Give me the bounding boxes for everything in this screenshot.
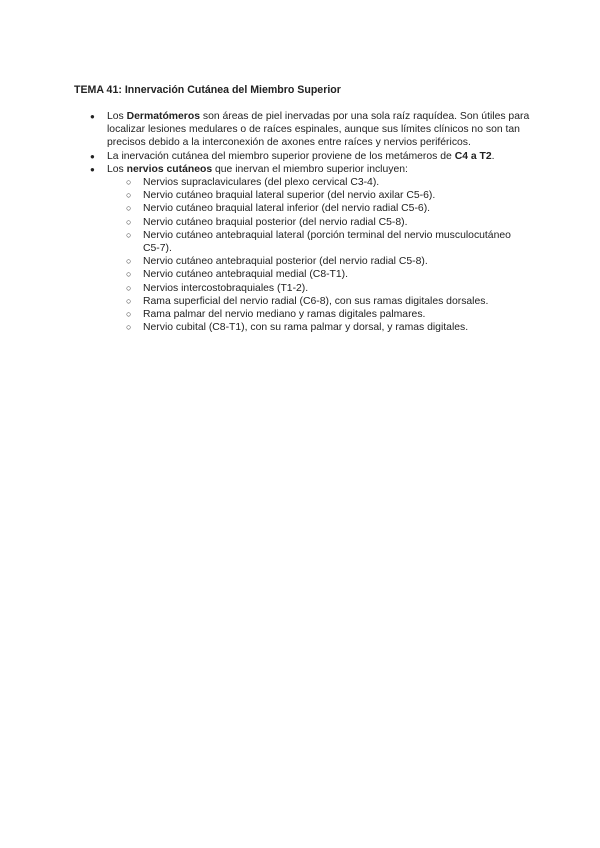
sub-list-item [107,255,530,268]
list-item-text: . [491,150,495,162]
bullet-circle-icon: ○ [126,256,132,267]
sub-list-item-text: Nervio cubital (C8-T1), con su rama palmar y dorsal, y ramas digitales. [143,322,469,334]
sub-list-item [107,295,530,308]
bullet-circle-icon: ○ [126,309,132,320]
sub-list-item [107,216,530,229]
list-item-text: son áreas de piel inervadas por una sola raíz raquídea. Son útiles para localizar lesiones medulares o de raíces espinales, aunque sus límites clínicos no son tan precisos debido a la interconexión de axones entre raíces y nervios periféricos. [107,111,530,149]
sub-list-item-text: Nervio cutáneo braquial lateral inferior (del nervio radial C5-6). [143,203,431,215]
list-item-bold-text: Dermatómeros [126,111,200,122]
bullet-circle-icon: ○ [126,269,132,280]
bullet-circle-icon: ○ [126,177,132,188]
sub-list-item [107,268,530,281]
list-item-bold-text: C4 a T2 [454,150,492,162]
sub-list-item [107,229,530,255]
bullet-circle-icon: ○ [126,229,132,240]
sub-list-item-text: Nervios supraclaviculares (del plexo cervical C3-4). [143,177,380,189]
bullet-dot-icon: ● [90,151,95,161]
main-bullet-list [90,110,530,334]
list-item-metameros [90,150,530,163]
sub-list-item [107,189,530,202]
sub-list-item [107,202,530,215]
bullet-circle-icon: ○ [126,282,132,293]
list-item-bold-text: nervios cutáneos [126,163,213,175]
sub-list-item-text: Nervio cutáneo braquial posterior (del nervio radial C5-8). [143,216,408,228]
sub-list-item-text: Nervio cutáneo antebraquial posterior (del nervio radial C5-8). [143,256,428,268]
sub-list-item-text: Nervios intercostobraquiales (T1-2). [143,282,309,294]
sub-list-item [107,308,530,321]
bullet-circle-icon: ○ [126,295,132,306]
list-item-text: Los [107,111,127,122]
list-item-dermatomeros [90,110,530,150]
bullet-circle-icon: ○ [126,322,132,333]
list-item-text: que inervan el miembro superior incluyen: [212,163,408,175]
sub-list-item-text: Nervio cutáneo braquial lateral superior (del nervio axilar C5-6). [143,190,436,202]
bullet-circle-icon: ○ [126,203,132,214]
bullet-dot-icon: ● [90,112,95,121]
sub-list-item-text: Rama palmar del nervio mediano y ramas digitales palmares. [143,309,426,321]
bullet-circle-icon: ○ [126,190,132,201]
list-item-text: La inervación cutánea del miembro superior proviene de los metámeros de [107,150,455,162]
bullet-dot-icon: ● [90,164,95,174]
sub-list-item-text: Nervio cutáneo antebraquial lateral (porción terminal del nervio musculocutáneo C5-7). [143,229,511,255]
sub-list-item [107,282,530,295]
sub-list-item-text: Nervio cutáneo antebraquial medial (C8-T1). [143,269,349,281]
list-item-text: Los [107,163,127,175]
list-item-nervios-cutaneos [90,163,530,335]
sub-list-item [107,321,530,334]
sub-list-item-text: Rama superficial del nervio radial (C6-8), con sus ramas digitales dorsales. [143,295,489,307]
bullet-circle-icon: ○ [126,216,132,227]
page-title: TEMA 41: Innervación Cutánea del Miembro Superior [74,84,341,96]
sub-list-item [107,176,530,189]
sub-bullet-list [107,176,530,334]
